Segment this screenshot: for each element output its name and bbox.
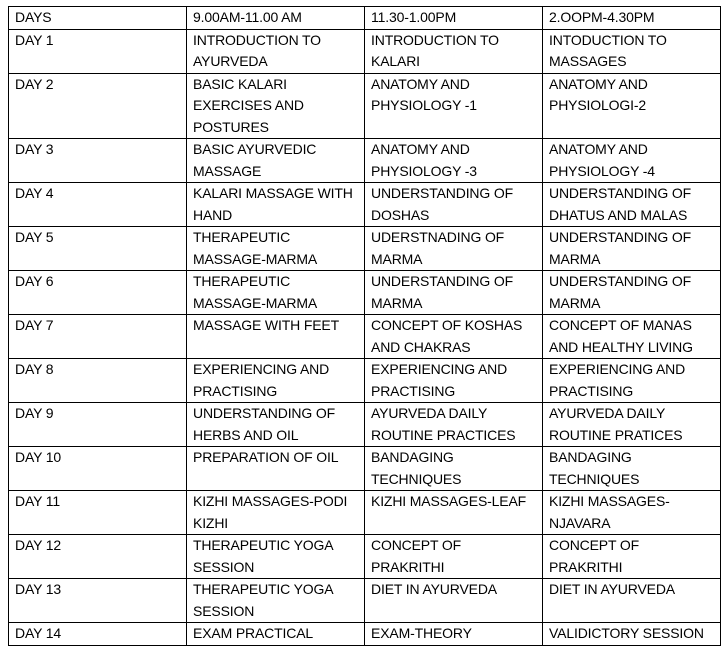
day-cell: DAY 11 bbox=[9, 491, 187, 535]
afternoon-session-cell: AYURVEDA DAILY ROUTINE PRATICES bbox=[543, 403, 721, 447]
afternoon-session-cell: UNDERSTANDING OF DHATUS AND MALAS bbox=[543, 183, 721, 227]
day-cell: DAY 3 bbox=[9, 139, 187, 183]
midday-session-cell: EXAM-THEORY bbox=[365, 623, 543, 646]
afternoon-session-cell: EXPERIENCING AND PRACTISING bbox=[543, 359, 721, 403]
table-row bbox=[9, 403, 721, 447]
day-cell: DAY 1 bbox=[9, 29, 187, 73]
table-header-row bbox=[9, 7, 721, 30]
midday-session-cell: CONCEPT OF PRAKRITHI bbox=[365, 535, 543, 579]
afternoon-session-cell: KIZHI MASSAGES-NJAVARA bbox=[543, 491, 721, 535]
schedule-table bbox=[8, 6, 721, 646]
midday-session-cell: BANDAGING TECHNIQUES bbox=[365, 447, 543, 491]
table-row bbox=[9, 183, 721, 227]
afternoon-session-cell: BANDAGING TECHNIQUES bbox=[543, 447, 721, 491]
day-cell: DAY 8 bbox=[9, 359, 187, 403]
day-cell: DAY 2 bbox=[9, 73, 187, 139]
day-cell: DAY 9 bbox=[9, 403, 187, 447]
table-row bbox=[9, 579, 721, 623]
table-row bbox=[9, 227, 721, 271]
afternoon-session-cell: INTODUCTION TO MASSAGES bbox=[543, 29, 721, 73]
midday-session-cell: DIET IN AYURVEDA bbox=[365, 579, 543, 623]
morning-session-cell: THERAPEUTIC YOGA SESSION bbox=[187, 579, 365, 623]
day-cell: DAY 7 bbox=[9, 315, 187, 359]
header-morning-slot: 9.00AM-11.00 AM bbox=[187, 7, 365, 30]
afternoon-session-cell: UNDERSTANDING OF MARMA bbox=[543, 227, 721, 271]
morning-session-cell: KIZHI MASSAGES-PODI KIZHI bbox=[187, 491, 365, 535]
header-midday-slot: 11.30-1.00PM bbox=[365, 7, 543, 30]
table-row bbox=[9, 447, 721, 491]
midday-session-cell: KIZHI MASSAGES-LEAF bbox=[365, 491, 543, 535]
morning-session-cell: THERAPEUTIC MASSAGE-MARMA bbox=[187, 271, 365, 315]
midday-session-cell: ANATOMY AND PHYSIOLOGY -1 bbox=[365, 73, 543, 139]
morning-session-cell: UNDERSTANDING OF HERBS AND OIL bbox=[187, 403, 365, 447]
day-cell: DAY 4 bbox=[9, 183, 187, 227]
afternoon-session-cell: VALIDICTORY SESSION bbox=[543, 623, 721, 646]
table-row bbox=[9, 271, 721, 315]
afternoon-session-cell: ANATOMY AND PHYSIOLOGI-2 bbox=[543, 73, 721, 139]
morning-session-cell: THERAPEUTIC YOGA SESSION bbox=[187, 535, 365, 579]
day-cell: DAY 12 bbox=[9, 535, 187, 579]
morning-session-cell: PREPARATION OF OIL bbox=[187, 447, 365, 491]
day-cell: DAY 10 bbox=[9, 447, 187, 491]
header-afternoon-slot: 2.OOPM-4.30PM bbox=[543, 7, 721, 30]
table-row bbox=[9, 139, 721, 183]
morning-session-cell: EXAM PRACTICAL bbox=[187, 623, 365, 646]
morning-session-cell: BASIC KALARI EXERCISES AND POSTURES bbox=[187, 73, 365, 139]
midday-session-cell: UNDERSTANDING OF MARMA bbox=[365, 271, 543, 315]
morning-session-cell: BASIC AYURVEDIC MASSAGE bbox=[187, 139, 365, 183]
morning-session-cell: EXPERIENCING AND PRACTISING bbox=[187, 359, 365, 403]
day-cell: DAY 5 bbox=[9, 227, 187, 271]
midday-session-cell: INTRODUCTION TO KALARI bbox=[365, 29, 543, 73]
morning-session-cell: KALARI MASSAGE WITH HAND bbox=[187, 183, 365, 227]
header-days: DAYS bbox=[9, 7, 187, 30]
table-row bbox=[9, 29, 721, 73]
morning-session-cell: INTRODUCTION TO AYURVEDA bbox=[187, 29, 365, 73]
afternoon-session-cell: DIET IN AYURVEDA bbox=[543, 579, 721, 623]
table-row bbox=[9, 535, 721, 579]
midday-session-cell: AYURVEDA DAILY ROUTINE PRACTICES bbox=[365, 403, 543, 447]
morning-session-cell: THERAPEUTIC MASSAGE-MARMA bbox=[187, 227, 365, 271]
table-row bbox=[9, 623, 721, 646]
afternoon-session-cell: UNDERSTANDING OF MARMA bbox=[543, 271, 721, 315]
day-cell: DAY 6 bbox=[9, 271, 187, 315]
table-body bbox=[9, 29, 721, 645]
midday-session-cell: EXPERIENCING AND PRACTISING bbox=[365, 359, 543, 403]
midday-session-cell: UDERSTNADING OF MARMA bbox=[365, 227, 543, 271]
afternoon-session-cell: CONCEPT OF MANAS AND HEALTHY LIVING bbox=[543, 315, 721, 359]
schedule-sheet bbox=[8, 6, 720, 646]
day-cell: DAY 14 bbox=[9, 623, 187, 646]
table-row bbox=[9, 73, 721, 139]
afternoon-session-cell: ANATOMY AND PHYSIOLOGY -4 bbox=[543, 139, 721, 183]
midday-session-cell: CONCEPT OF KOSHAS AND CHAKRAS bbox=[365, 315, 543, 359]
midday-session-cell: ANATOMY AND PHYSIOLOGY -3 bbox=[365, 139, 543, 183]
midday-session-cell: UNDERSTANDING OF DOSHAS bbox=[365, 183, 543, 227]
table-row bbox=[9, 491, 721, 535]
table-row bbox=[9, 315, 721, 359]
day-cell: DAY 13 bbox=[9, 579, 187, 623]
afternoon-session-cell: CONCEPT OF PRAKRITHI bbox=[543, 535, 721, 579]
table-row bbox=[9, 359, 721, 403]
morning-session-cell: MASSAGE WITH FEET bbox=[187, 315, 365, 359]
